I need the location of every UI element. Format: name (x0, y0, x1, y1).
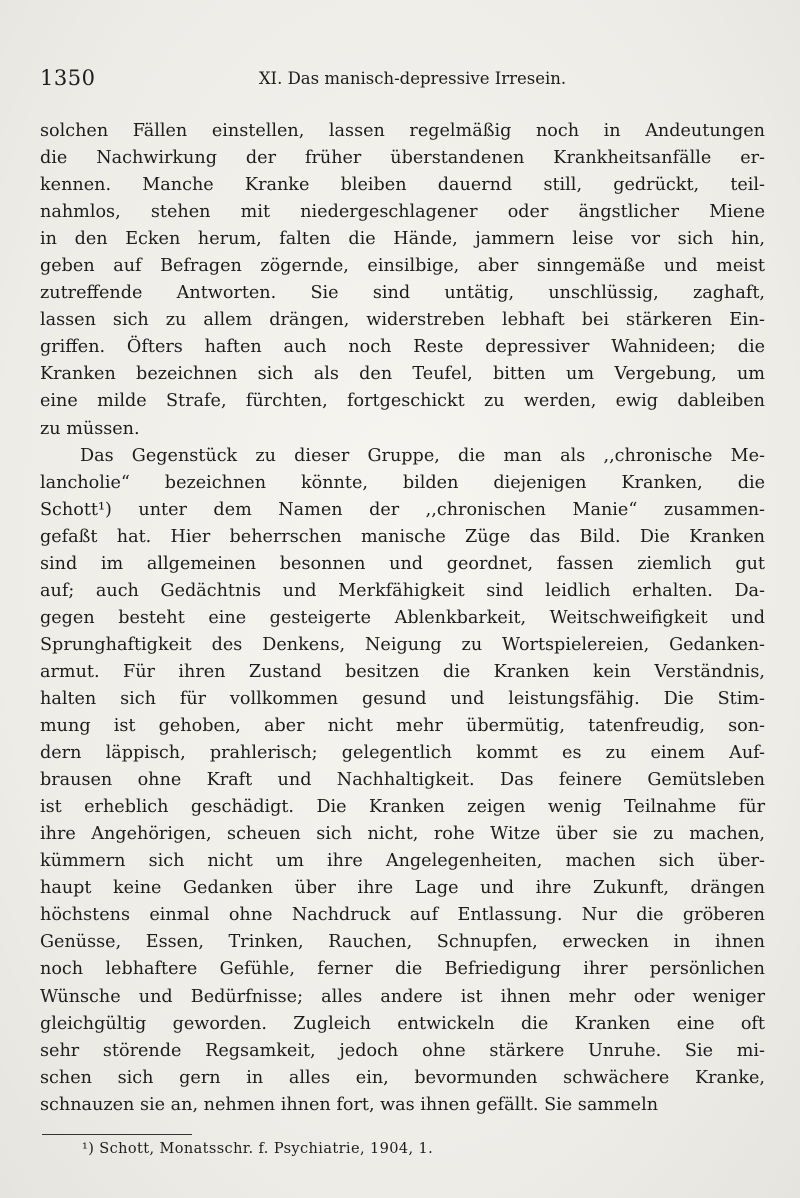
text-line: gleichgültig geworden. Zugleich entwickeln die Kranken eine oft (40, 1013, 765, 1034)
text-line: dern läppisch, prahlerisch; gelegentlich kommt es zu einem Auf- (40, 743, 765, 764)
text-line: eine milde Strafe, fürchten, fortgeschickt zu werden, ewig dableiben (40, 391, 765, 412)
text-line: griffen. Öfters haften auch noch Reste depressiver Wahnideen; die (40, 337, 765, 358)
page-header (40, 66, 765, 94)
body-text (40, 118, 765, 1119)
text-line: Wünsche und Bedürfnisse; alles andere ist ihnen mehr oder weniger (40, 986, 765, 1007)
text-line: ihre Angehörigen, scheuen sich nicht, rohe Witze über sie zu machen, (40, 824, 765, 845)
footnote-divider (42, 1134, 192, 1135)
text-line: die Nachwirkung der früher überstandenen Krankheitsanfälle er- (40, 148, 765, 169)
text-line: lassen sich zu allem drängen, widerstreben lebhaft bei stärkeren Ein- (40, 310, 765, 331)
text-line: gegen besteht eine gesteigerte Ablenkbarkeit, Weitschweifigkeit und (40, 607, 765, 628)
text-line: armut. Für ihren Zustand besitzen die Kranken kein Verständnis, (40, 661, 765, 682)
text-line: geben auf Befragen zögernde, einsilbige, aber sinngemäße und meist (40, 256, 765, 277)
text-line: gefaßt hat. Hier beherrschen manische Züge das Bild. Die Kranken (40, 526, 765, 547)
text-line: Sprunghaftigkeit des Denkens, Neigung zu Wortspielereien, Gedanken- (40, 634, 765, 655)
text-line: lancholie“ bezeichnen könnte, bilden diejenigen Kranken, die (40, 472, 765, 493)
text-line: zu müssen. (40, 418, 140, 439)
text-line: schen sich gern in alles ein, bevormunden schwächere Kranke, (40, 1067, 765, 1088)
footnote: ¹) Schott, Monatsschr. f. Psychiatrie, 1904, 1. (82, 1141, 434, 1157)
running-title: XI. Das manisch-depressive Irresein. (258, 69, 567, 88)
text-line: halten sich für vollkommen gesund und leistungsfähig. Die Stim- (40, 688, 765, 709)
text-line: nahmlos, stehen mit niedergeschlagener oder ängstlicher Miene (40, 202, 765, 223)
text-line: Schott¹) unter dem Namen der ,,chronischen Manie“ zusammen- (40, 499, 765, 520)
text-line: solchen Fällen einstellen, lassen regelmäßig noch in Andeutungen (40, 121, 765, 141)
text-line: haupt keine Gedanken über ihre Lage und ihre Zukunft, drängen (40, 878, 765, 899)
text-line: ist erheblich geschädigt. Die Kranken zeigen wenig Teilnahme für (40, 797, 765, 818)
text-line: kennen. Manche Kranke bleiben dauernd still, gedrückt, teil- (40, 175, 765, 196)
text-line: kümmern sich nicht um ihre Angelegenheiten, machen sich über- (40, 851, 765, 872)
page-number: 1350 (40, 66, 96, 90)
text-line: zutreffende Antworten. Sie sind untätig, unschlüssig, zaghaft, (40, 283, 765, 304)
text-line: noch lebhaftere Gefühle, ferner die Befriedigung ihrer persönlichen (40, 959, 765, 980)
text-line: Genüsse, Essen, Trinken, Rauchen, Schnupfen, erwecken in ihnen (40, 932, 765, 953)
text-line: auf; auch Gedächtnis und Merkfähigkeit sind leidlich erhalten. Da- (40, 580, 765, 601)
text-line: höchstens einmal ohne Nachdruck auf Entlassung. Nur die gröberen (40, 905, 765, 926)
text-line: sehr störende Regsamkeit, jedoch ohne stärkere Unruhe. Sie mi- (40, 1040, 765, 1061)
text-line: Kranken bezeichnen sich als den Teufel, bitten um Vergebung, um (40, 364, 765, 385)
text-line: in den Ecken herum, falten die Hände, jammern leise vor sich hin, (40, 229, 765, 250)
text-line: sind im allgemeinen besonnen und geordnet, fassen ziemlich gut (40, 553, 765, 574)
text-line: Das Gegenstück zu dieser Gruppe, die man als ,,chronische Me- (80, 445, 765, 466)
text-line: brausen ohne Kraft und Nachhaltigkeit. Das feinere Gemütsleben (40, 770, 765, 791)
text-line: mung ist gehoben, aber nicht mehr übermütig, tatenfreudig, son- (40, 716, 765, 737)
text-line: schnauzen sie an, nehmen ihnen fort, was ihnen gefällt. Sie sammeln (40, 1094, 659, 1115)
